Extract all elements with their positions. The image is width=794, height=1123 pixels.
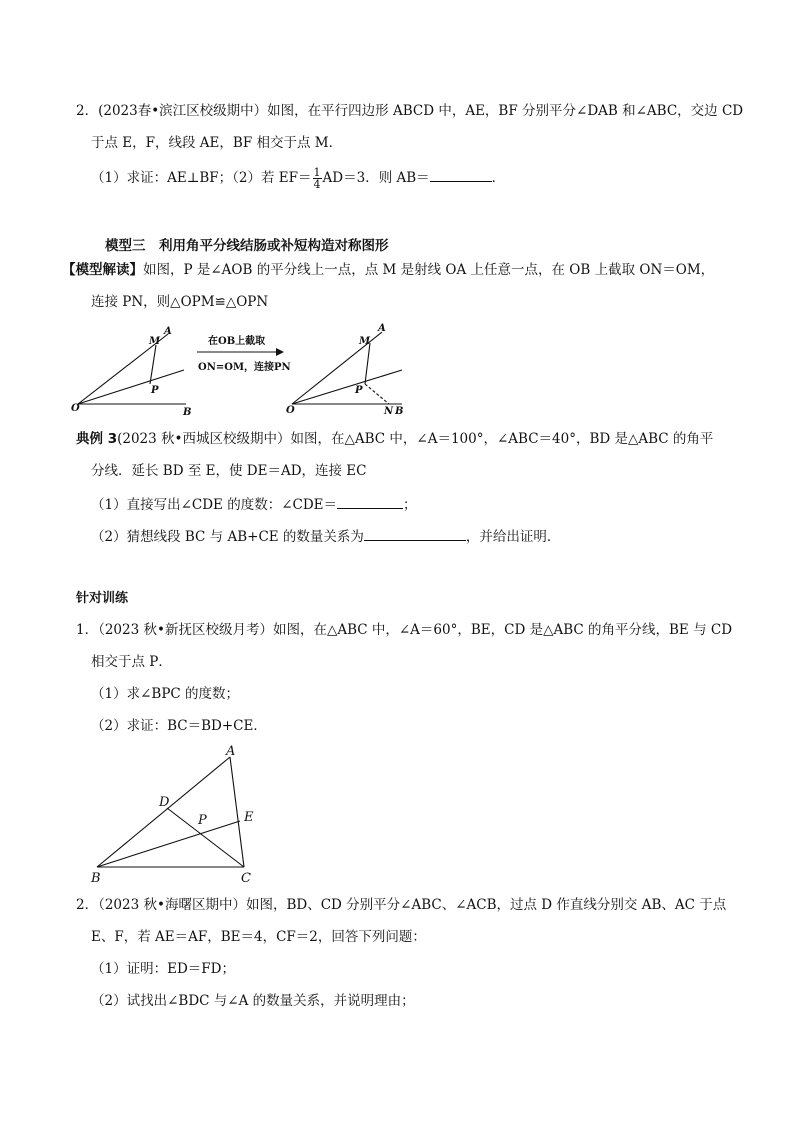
segment-pn-dashed bbox=[365, 384, 389, 404]
answer-blank bbox=[364, 526, 466, 541]
ex3-q1-text: （1）直接写出∠CDE 的度数：∠CDE＝ bbox=[91, 497, 338, 513]
label-a: A bbox=[226, 744, 236, 759]
p2-line2: 于点 E，F，线段 AE，BF 相交于点 M． bbox=[91, 135, 343, 151]
label-n-right: N bbox=[384, 406, 394, 417]
fraction bbox=[313, 167, 322, 190]
model3-line1 bbox=[62, 260, 714, 280]
side-ac bbox=[230, 757, 244, 867]
fraction-denominator: 4 bbox=[313, 178, 321, 191]
ex3-label: 典例 3 bbox=[76, 431, 118, 447]
train-p2-q2: （2）试找出∠BDC 与∠A 的数量关系，并说明理由； bbox=[91, 993, 415, 1009]
ex3-line1 bbox=[76, 429, 713, 449]
model3-title: 模型三 利用角平分线结肠或补短构造对称图形 bbox=[105, 238, 389, 254]
train-p1-line2: 相交于点 P． bbox=[91, 654, 172, 670]
label-d: D bbox=[159, 795, 170, 810]
p2-line1: 2．(2023春•滨江区校级期中）如图，在平行四边形 ABCD 中，AE，BF 分别平分∠DAB 和∠ABC，交边 CD bbox=[76, 103, 744, 119]
label-p: P bbox=[198, 813, 207, 828]
label-p-left: P bbox=[151, 385, 159, 396]
label-o-right: O bbox=[286, 405, 295, 416]
label-m-right: M bbox=[359, 336, 371, 347]
ex3-q2 bbox=[91, 526, 560, 547]
ex3-q1-end: ； bbox=[403, 497, 417, 513]
p2-line3-c: ． bbox=[491, 170, 506, 186]
ex3-q1 bbox=[91, 494, 417, 515]
train-p2-line1: 2．（2023 秋•海曙区期中）如图，BD、CD 分别平分∠ABC、∠ACB，过点 D 作直线分别交 AB、AC 于点 bbox=[76, 897, 727, 913]
train-p1-q1: （1）求∠BPC 的度数； bbox=[91, 686, 240, 702]
model3-label: 【模型解读】 bbox=[62, 262, 143, 278]
ex3-text: (2023 秋•西城区校级期中）如图，在△ABC 中，∠A＝100°，∠ABC＝40°，BD 是△ABC 的角平 bbox=[117, 431, 714, 447]
label-p-right: P bbox=[355, 385, 363, 396]
label-b-right: B bbox=[395, 406, 404, 417]
fraction-numerator: 1 bbox=[313, 166, 321, 179]
p2-line3-b: AD＝3．则 AB＝ bbox=[322, 170, 430, 186]
bisector-be bbox=[97, 821, 240, 867]
train-p1-q2: （2）求证：BC＝BD+CE． bbox=[91, 718, 267, 734]
label-b-left: B bbox=[183, 407, 192, 418]
label-e: E bbox=[244, 810, 254, 825]
side-ab bbox=[97, 757, 230, 867]
triangle-figure bbox=[84, 742, 274, 887]
arrow-bottom-text: ON=OM，连接PN bbox=[198, 362, 291, 373]
bisector-left bbox=[78, 370, 184, 404]
answer-blank bbox=[337, 494, 403, 509]
segment-pm-left bbox=[150, 345, 156, 384]
p2-line3-a: （1）求证：AE⊥BF；（2）若 EF＝ bbox=[91, 170, 312, 186]
label-m-left: M bbox=[149, 336, 161, 347]
train-p1-line1: 1．（2023 秋•新抚区校级月考）如图，在△ABC 中，∠A＝60°，BE，CD 是△ABC 的角平分线，BE 与 CD bbox=[76, 622, 733, 638]
label-b: B bbox=[91, 871, 101, 886]
label-a-left: A bbox=[164, 326, 172, 337]
ex3-q2-text: （2）猜想线段 BC 与 AB+CE 的数量关系为 bbox=[91, 529, 364, 545]
model3-line2: 连接 PN，则△OPM≌△OPN bbox=[91, 294, 269, 310]
label-c: C bbox=[241, 871, 251, 886]
p2-line3 bbox=[91, 167, 505, 190]
model-figure bbox=[60, 318, 420, 420]
ex3-line2: 分线．延长 BD 至 E，使 DE＝AD，连接 EC bbox=[91, 463, 367, 479]
ex3-q2-end: ，并给出证明． bbox=[465, 529, 561, 545]
bisector-right bbox=[292, 370, 402, 404]
label-a-right: A bbox=[378, 323, 386, 334]
model3-text: 如图，P 是∠AOB 的平分线上一点，点 M 是射线 OA 上任意一点，在 OB 上截取 ON＝OM， bbox=[143, 262, 715, 278]
training-title: 针对训练 bbox=[76, 591, 129, 606]
label-o-left: O bbox=[71, 403, 80, 414]
answer-blank bbox=[430, 167, 492, 182]
train-p2-q1: （1）证明：ED＝FD； bbox=[91, 961, 235, 977]
segment-pm-right bbox=[365, 343, 370, 384]
arrow-head-icon bbox=[276, 348, 284, 356]
train-p2-line2: E、F，若 AE＝AF，BE＝4，CF＝2，回答下列问题： bbox=[91, 929, 426, 945]
arrow-top-text: 在OB上截取 bbox=[208, 336, 266, 347]
